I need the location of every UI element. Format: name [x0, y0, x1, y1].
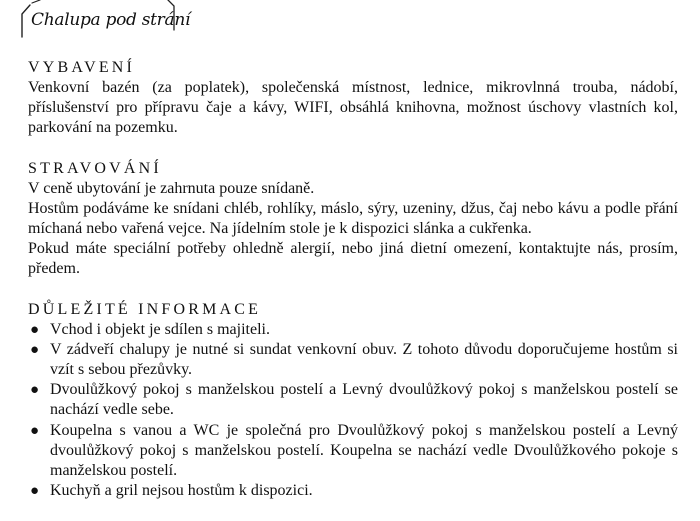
logo-text: Chalupa pod strání: [31, 10, 191, 30]
bullet-icon: ●: [30, 483, 40, 500]
section-vybaveni: [28, 58, 678, 139]
section-heading-stravovani: STRAVOVÁNÍ: [28, 159, 162, 177]
info-list: [28, 320, 678, 502]
section-informace: [28, 300, 678, 502]
section-heading-vybaveni: VYBAVENÍ: [28, 59, 136, 76]
stravovani-paragraph: V ceně ubytování je zahrnuta pouze snídaně.: [28, 179, 315, 197]
list-item: [28, 421, 678, 482]
vybaveni-text: Venkovní bazén (za poplatek), společenská místnost, lednice, mikrovlnná trouba, nádobí, příslušenství pro přípravu čaje a kávy, WIFI, obsáhlá knihovna, možnost úschovy vlastních kol, parkování na pozemku.: [28, 79, 678, 137]
bullet-icon: ●: [30, 382, 40, 399]
list-item: [28, 481, 678, 501]
list-item-text: V zádveří chalupy je nutné si sundat venkovní obuv. Z tohoto důvodu doporučujeme hostům si vzít s sebou přezůvky.: [50, 340, 678, 379]
list-item-text: Vchod i objekt je sdílen s majiteli.: [50, 320, 270, 338]
logo: [18, 0, 191, 38]
list-item-text: Koupelna s vanou a WC je společná pro Dvoulůžkový pokoj s manželskou postelí a Levný dvoulůžkový pokoj s manželskou postelí. Koupelna se nachází vedle Dvoulůžkového pokoje s manželskou postelí.: [50, 421, 678, 480]
document-body: [28, 58, 678, 521]
section-stravovani: [28, 159, 678, 280]
list-item-text: Dvoulůžkový pokoj s manželskou postelí a Levný dvoulůžkový pokoj s manželskou postelí se nachází vedle sebe.: [50, 381, 678, 419]
stravovani-paragraph: Hostům podáváme ke snídani chléb, rohlíky, máslo, sýry, uzeniny, džus, čaj nebo kávu a podle přání míchaná nebo vařená vejce. Na jídelním stole je k dispozici slánka a cukřenka.: [28, 199, 678, 238]
list-item: [28, 380, 678, 420]
list-item-text: Kuchyň a gril nejsou hostům k dispozici.: [50, 482, 313, 500]
list-item: [28, 340, 678, 380]
bullet-icon: ●: [30, 321, 40, 338]
list-item: [28, 320, 678, 340]
bullet-icon: ●: [30, 341, 40, 358]
stravovani-paragraph: Pokud máte speciální potřeby ohledně alergií, nebo jiná dietní omezení, kontaktujte nás, prosím, předem.: [28, 240, 678, 278]
section-heading-informace: DŮLEŽITÉ INFORMACE: [28, 300, 262, 318]
bullet-icon: ●: [30, 422, 40, 439]
